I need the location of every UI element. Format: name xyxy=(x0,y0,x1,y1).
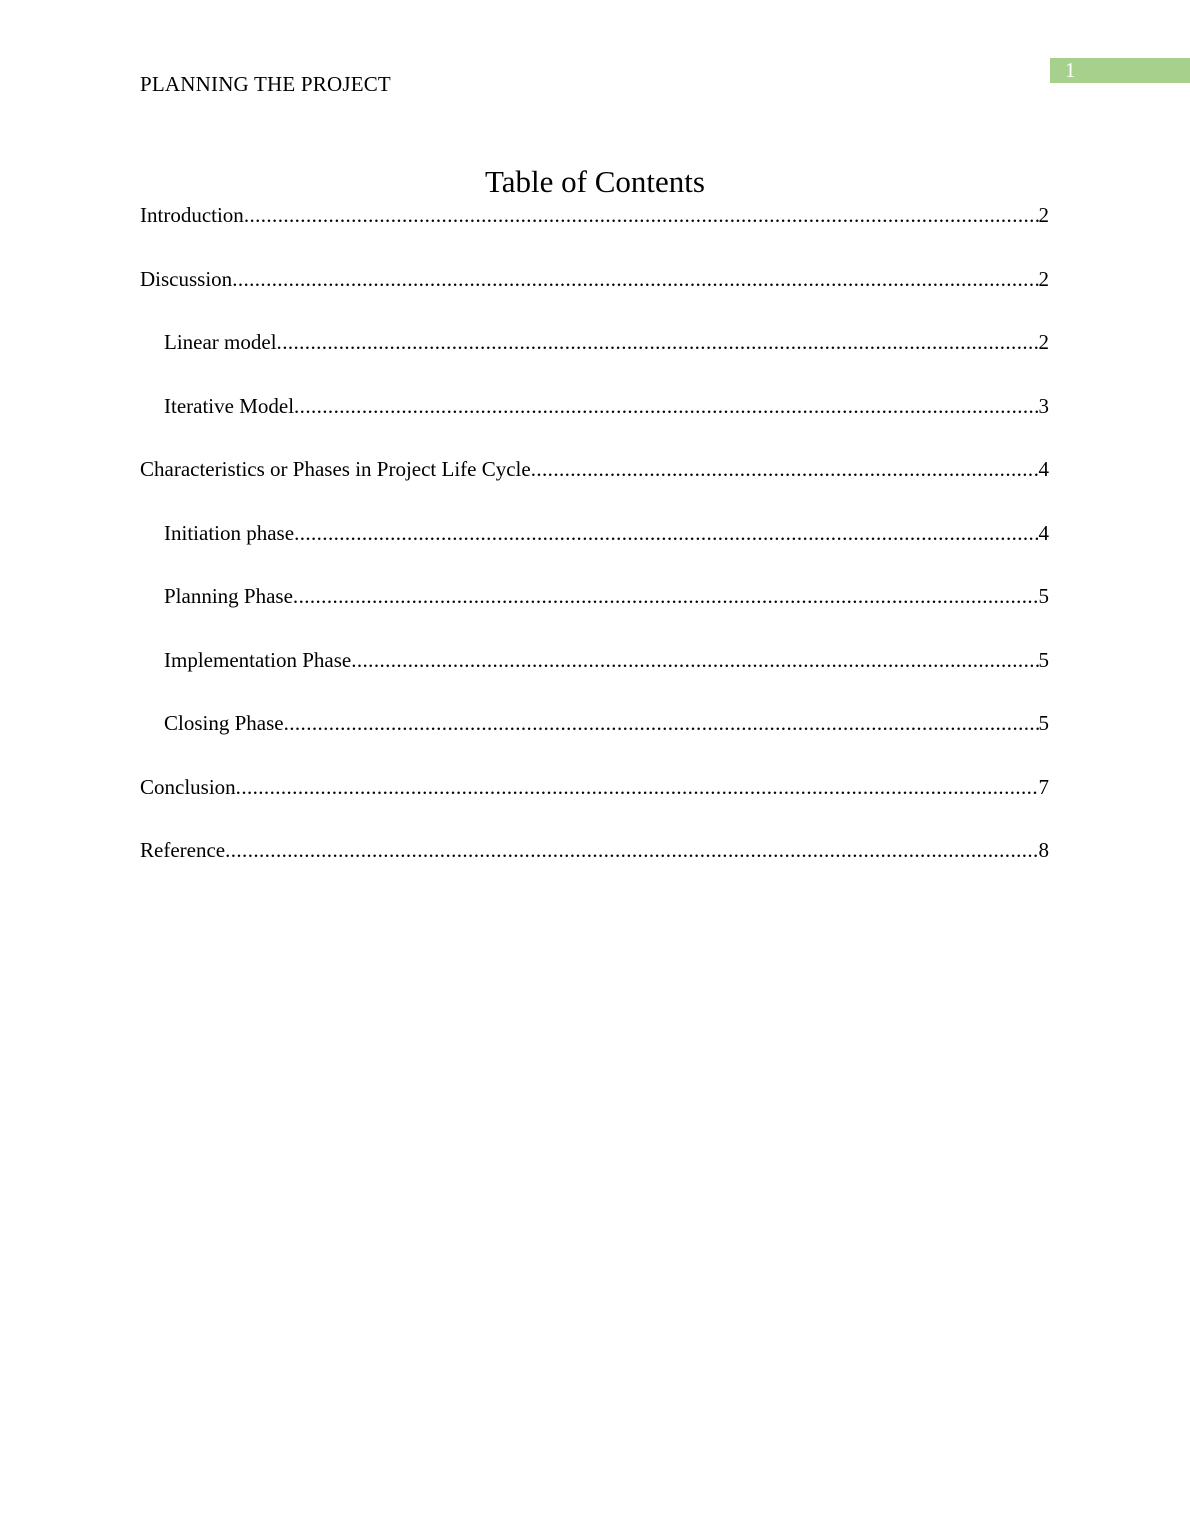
toc-entry-page: 2 xyxy=(1038,266,1049,291)
toc-entry-label: Reference xyxy=(140,838,226,862)
toc-entry-label: Linear model xyxy=(164,330,277,354)
toc-entry-initiation-phase[interactable] xyxy=(140,517,1049,581)
toc-entry-label: Characteristics or Phases in Project Life Cycle xyxy=(140,457,531,481)
running-header-title: PLANNING THE PROJECT xyxy=(140,72,391,96)
toc-entry-introduction[interactable] xyxy=(140,199,1049,263)
toc-entry-page: 4 xyxy=(1038,457,1049,481)
toc-dot-leader xyxy=(232,263,1038,295)
toc-dot-leader xyxy=(293,580,1039,612)
toc-dot-leader xyxy=(236,771,1039,803)
toc-entry-label: Initiation phase xyxy=(164,520,295,545)
toc-entry-page: 2 xyxy=(1038,330,1049,354)
toc-entry-page: 4 xyxy=(1038,520,1049,545)
toc-entry-conclusion[interactable] xyxy=(140,771,1049,835)
toc-dot-leader xyxy=(294,517,1038,549)
toc-dot-leader xyxy=(225,834,1038,866)
toc-entry-page: 2 xyxy=(1038,203,1049,227)
toc-heading: Table of Contents xyxy=(485,164,705,199)
toc-entry-label: Implementation Phase xyxy=(164,647,352,672)
toc-entry-reference[interactable] xyxy=(140,834,1049,898)
page-number: 1 xyxy=(1065,58,1076,82)
toc-entry-page: 5 xyxy=(1038,647,1049,672)
toc-entry-page: 3 xyxy=(1038,393,1049,418)
toc-entry-linear-model[interactable] xyxy=(140,326,1049,390)
toc-entry-label: Closing Phase xyxy=(164,711,284,735)
toc-entry-label: Planning Phase xyxy=(164,584,293,608)
toc-entry-characteristics[interactable] xyxy=(140,453,1049,517)
toc-dot-leader xyxy=(351,644,1038,676)
toc-dot-leader xyxy=(244,199,1039,231)
toc-entry-label: Introduction xyxy=(140,203,244,227)
toc-entry-label: Iterative Model xyxy=(164,393,295,418)
toc-entry-page: 8 xyxy=(1038,838,1049,862)
toc-dot-leader xyxy=(277,326,1039,358)
table-of-contents xyxy=(140,199,1049,898)
toc-dot-leader xyxy=(284,707,1039,739)
toc-entry-iterative-model[interactable] xyxy=(140,390,1049,454)
toc-entry-page: 5 xyxy=(1038,584,1049,608)
toc-dot-leader xyxy=(294,390,1038,422)
toc-entry-page: 5 xyxy=(1038,711,1049,735)
toc-entry-label: Discussion xyxy=(140,266,233,291)
toc-entry-planning-phase[interactable] xyxy=(140,580,1049,644)
toc-entry-label: Conclusion xyxy=(140,774,236,799)
page-number-badge xyxy=(1050,58,1190,83)
toc-dot-leader xyxy=(531,453,1039,485)
toc-entry-implementation-phase[interactable] xyxy=(140,644,1049,708)
toc-entry-page: 7 xyxy=(1038,774,1049,799)
toc-entry-discussion[interactable] xyxy=(140,263,1049,327)
toc-entry-closing-phase[interactable] xyxy=(140,707,1049,771)
